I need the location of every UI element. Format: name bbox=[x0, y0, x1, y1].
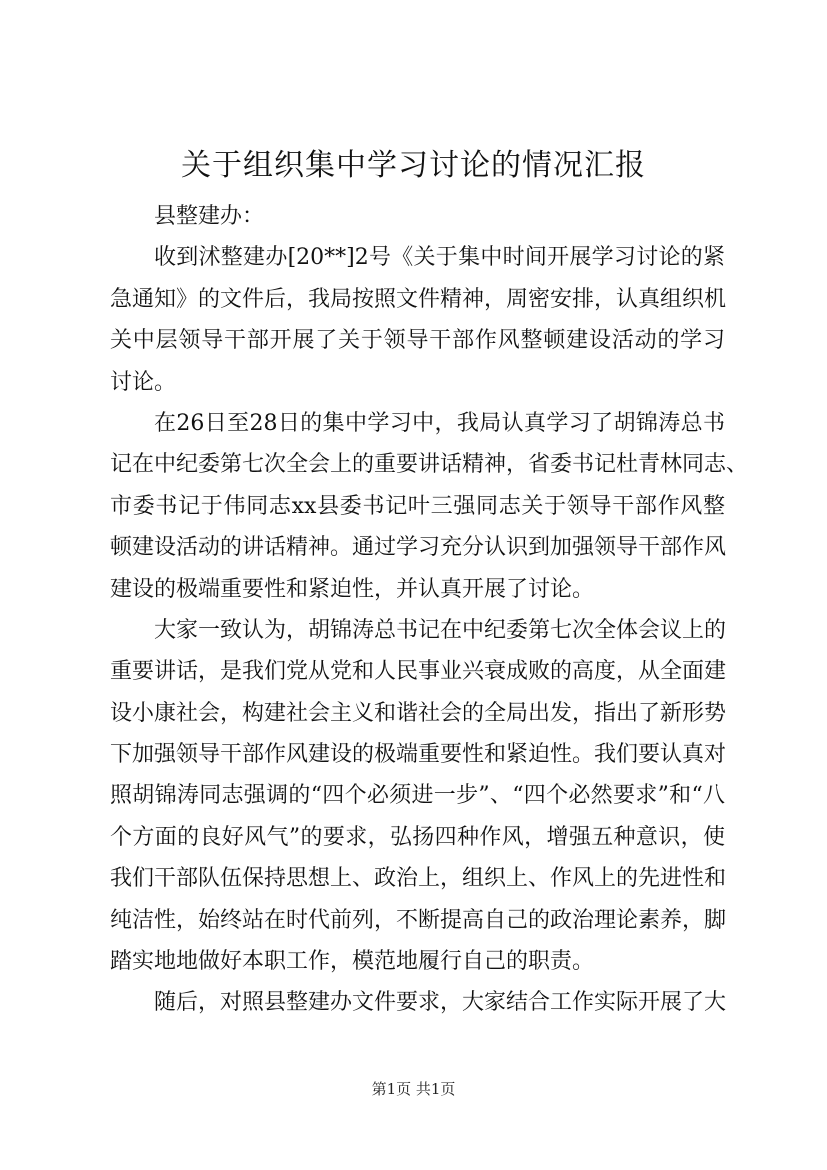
paragraph-line: 我们干部队伍保持思想上、政治上，组织上、作风上的先进性和 bbox=[110, 866, 727, 892]
paragraph-line: 纯洁性，始终站在时代前列，不断提高自己的政治理论素养，脚 bbox=[110, 907, 727, 933]
paragraph-line: 随后，对照县整建办文件要求，大家结合工作实际开展了大 bbox=[154, 990, 727, 1016]
paragraph-line: 重要讲话，是我们党从党和人民事业兴衰成败的高度，从全面建 bbox=[110, 659, 727, 685]
paragraph-line: 大家一致认为，胡锦涛总书记在中纪委第七次全体会议上的 bbox=[154, 617, 727, 643]
paragraph-line: 讨论。 bbox=[110, 369, 177, 395]
paragraph-line: 市委书记于伟同志xx县委书记叶三强同志关于领导干部作风整 bbox=[110, 493, 725, 519]
paragraph-line: 在26日至28日的集中学习中，我局认真学习了胡锦涛总书 bbox=[154, 410, 725, 436]
paragraph-line: 建设的极端重要性和紧迫性，并认真开展了讨论。 bbox=[110, 576, 595, 602]
paragraph-line: 设小康社会，构建社会主义和谐社会的全局出发，指出了新形势 bbox=[110, 700, 727, 726]
paragraph-line: 急通知》的文件后，我局按照文件精神，周密安排，认真组织机 bbox=[110, 286, 727, 312]
paragraph-line: 收到沭整建办[20**]2号《关于集中时间开展学习讨论的紧 bbox=[154, 245, 725, 271]
paragraph-line: 顿建设活动的讲话精神。通过学习充分认识到加强领导干部作风 bbox=[110, 535, 727, 561]
salutation: 县整建办： bbox=[154, 204, 265, 229]
paragraph-line: 个方面的良好风气”的要求，弘扬四种作风，增强五种意识，使 bbox=[110, 824, 725, 850]
paragraph-line: 记在中纪委第七次全会上的重要讲话精神，省委书记杜青林同志、 bbox=[110, 452, 749, 478]
paragraph-line: 下加强领导干部作风建设的极端重要性和紧迫性。我们要认真对 bbox=[110, 742, 727, 768]
paragraph-line: 照胡锦涛同志强调的“四个必须进一步”、“四个必然要求”和“八 bbox=[110, 783, 725, 809]
document-title: 关于组织集中学习讨论的情况汇报 bbox=[181, 148, 646, 183]
paragraph-line: 踏实地地做好本职工作，模范地履行自己的职责。 bbox=[110, 949, 595, 975]
paragraph-line: 关中层领导干部开展了关于领导干部作风整顿建设活动的学习 bbox=[110, 328, 725, 354]
page-number: 第1页 共1页 bbox=[371, 1080, 456, 1098]
document-body bbox=[110, 196, 749, 1024]
